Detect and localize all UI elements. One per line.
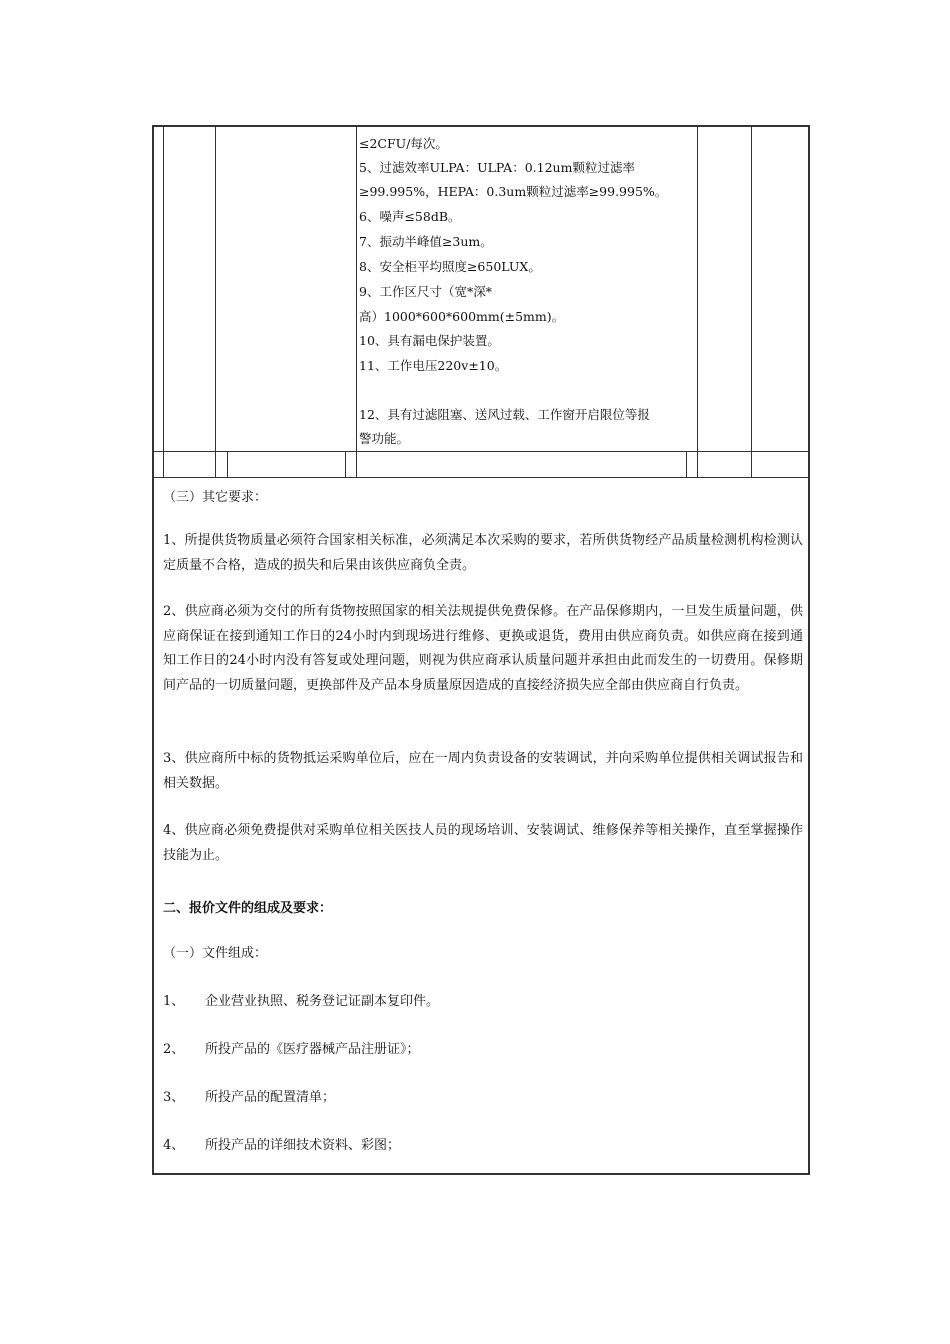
file-item <box>163 990 439 1009</box>
spec-line: 11、工作电压220v±10。 <box>359 358 508 373</box>
spec-line: 5、过滤效率ULPA：ULPA：0.12um颗粒过滤率 <box>359 160 635 175</box>
spec-line: 警功能。 <box>359 431 410 446</box>
spec-line: 7、振动半峰值≥3um。 <box>359 234 493 249</box>
file-item <box>163 1038 420 1057</box>
table-col-line <box>356 126 357 477</box>
file-item-number: 4、 <box>163 1138 185 1153</box>
table-col-line <box>686 451 687 477</box>
section-heading-other: （三）其它要求： <box>163 490 268 505</box>
file-item-number: 1、 <box>163 994 185 1009</box>
spec-line: ≥99.995%，HEPA：0.3um颗粒过滤率≥99.995%。 <box>359 184 668 199</box>
table-row-line <box>153 451 809 452</box>
file-item-text: 企业营业执照、税务登记证副本复印件。 <box>205 994 440 1009</box>
table-col-line <box>163 126 164 477</box>
paragraph: 3、供应商所中标的货物抵运采购单位后，应在一周内负责设备的安装调试，并向采购单位提供相关调试报告和相关数据。 <box>163 751 803 791</box>
table-col-line <box>697 126 698 477</box>
table-col-line <box>215 126 216 477</box>
file-item <box>163 1134 400 1153</box>
table-col-line <box>751 126 752 477</box>
section-heading-two: 二、报价文件的组成及要求： <box>163 901 333 916</box>
file-item-number: 2、 <box>163 1042 185 1057</box>
paragraph: 2、供应商必须为交付的所有货物按照国家的相关法规提供免费保修。在产品保修期内，一旦发生质量问题，供应商保证在接到通知工作日的24小时内到现场进行维修、更换或退货，费用由供应商负责。如供应商在接到通知工作日的24小时内没有答复或处理问题，则视为供应商承认质量问题并承担由此而发生的一切费用。保修期间产品的一切质量问题，更换部件及产品本身质量原因造成的直接经济损失应全部由供应商自行负责。 <box>163 604 803 693</box>
paragraph: 4、供应商必须免费提供对采购单位相关医技人员的现场培训、安装调试、维修保养等相关操作，直至掌握操作技能为止。 <box>163 823 803 863</box>
file-item-text: 所投产品的《医疗器械产品注册证》； <box>205 1042 420 1057</box>
file-item-number: 3、 <box>163 1090 185 1105</box>
table-col-line <box>345 451 346 477</box>
spec-line: 10、具有漏电保护装置。 <box>359 333 500 348</box>
spec-line: 9、工作区尺寸（宽*深* <box>359 284 492 299</box>
paragraph: 1、所提供货物质量必须符合国家相关标准，必须满足本次采购的要求，若所供货物经产品质量检测机构检测认定质量不合格，造成的损失和后果由该供应商负全责。 <box>163 533 803 573</box>
table-col-line <box>227 451 228 477</box>
spec-line: 8、安全柜平均照度≥650LUX。 <box>359 259 541 274</box>
spec-line: 高）1000*600*600mm(±5mm)。 <box>359 309 565 324</box>
file-item-text: 所投产品的配置清单； <box>205 1090 336 1105</box>
section-heading-files: （一）文件组成： <box>163 946 268 961</box>
file-item <box>163 1086 335 1105</box>
spec-line: ≤2CFU/每次。 <box>359 136 448 151</box>
spec-line: 12、具有过滤阻塞、送风过载、工作窗开启限位等报 <box>359 407 650 422</box>
table-row-line <box>153 477 809 478</box>
file-item-text: 所投产品的详细技术资料、彩图； <box>205 1138 401 1153</box>
spec-line: 6、噪声≤58dB。 <box>359 209 461 224</box>
